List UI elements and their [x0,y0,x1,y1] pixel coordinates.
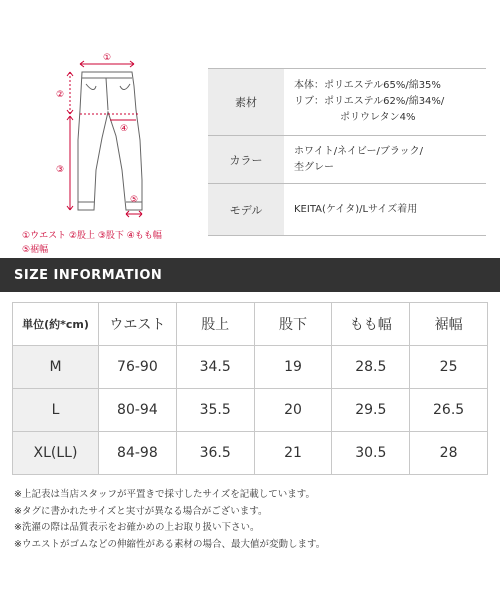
size-information-title: SIZE INFORMATION [14,267,163,283]
table-cell: 20 [254,389,332,432]
size-table-header-row [13,303,488,346]
spec-row-material [208,68,486,136]
marker-rise: ② [55,90,65,100]
size-table [12,302,488,475]
diagram-legend-line-2: ⑤裾幅 [22,245,49,255]
table-cell: 26.5 [410,389,488,432]
pants-measurement-diagram [50,50,160,230]
note-item: ※タグに書かれたサイズと実寸が異なる場合がございます。 [14,505,268,517]
color-line: ホワイト/ネイビー/ブラック/ [294,145,424,157]
material-line: 本体：ポリエステル65%/綿35% [294,80,441,91]
table-cell: 35.5 [176,389,254,432]
product-spec-table [208,68,486,236]
spec-row-model [208,184,486,236]
table-cell: 84-98 [99,432,177,475]
size-label: M [13,346,99,389]
spec-value-color [284,136,486,183]
size-notes [14,487,325,553]
column-header-thigh: もも幅 [332,303,410,346]
spec-label-material: 素材 [208,69,284,135]
material-line: ポリウレタン4% [340,112,416,123]
note-item: ※ウエストがゴムなどの伸縮性がある素材の場合、最大値が変動します。 [14,538,326,550]
column-header-hem: 裾幅 [410,303,488,346]
note-item: ※上記表は当店スタッフが平置きで採寸したサイズを記載しています。 [14,489,315,500]
table-cell: 30.5 [332,432,410,475]
size-label: XL(LL) [13,432,99,475]
table-cell: 76-90 [99,346,177,389]
column-header-inseam: 股下 [254,303,332,346]
color-line: 杢グレー [294,161,334,173]
table-cell: 80-94 [99,389,177,432]
table-cell: 29.5 [332,389,410,432]
material-line: リブ：ポリエステル62%/綿34%/ [294,96,445,107]
table-cell: 25 [410,346,488,389]
column-header-waist: ウエスト [99,303,177,346]
size-label: L [13,389,99,432]
table-row [13,346,488,389]
spec-value-model [284,184,486,235]
column-header-rise: 股上 [176,303,254,346]
diagram-legend-line-1: ①ウエスト ②股上 ③股下 ④もも幅 [22,231,162,241]
spec-row-color [208,136,486,184]
table-cell: 28 [410,432,488,475]
spec-label-color: カラー [208,136,284,183]
table-cell: 28.5 [332,346,410,389]
marker-hem: ⑤ [129,195,139,205]
spec-value-material [284,69,486,135]
size-information-header [0,258,500,292]
spec-label-model: モデル [208,184,284,235]
marker-inseam: ③ [55,165,65,175]
table-cell: 21 [254,432,332,475]
table-row [13,432,488,475]
pants-outline [78,72,142,210]
table-cell: 34.5 [176,346,254,389]
column-header-unit: 単位(約*cm) [13,303,99,346]
marker-thigh: ④ [119,124,129,134]
table-cell: 19 [254,346,332,389]
table-cell: 36.5 [176,432,254,475]
model-value: KEITA(ケイタ)/Lサイズ着用 [294,203,418,215]
note-item: ※洗濯の際は品質表示をお確かめの上お取り扱い下さい。 [14,522,260,533]
table-row [13,389,488,432]
marker-waist: ① [102,53,112,63]
